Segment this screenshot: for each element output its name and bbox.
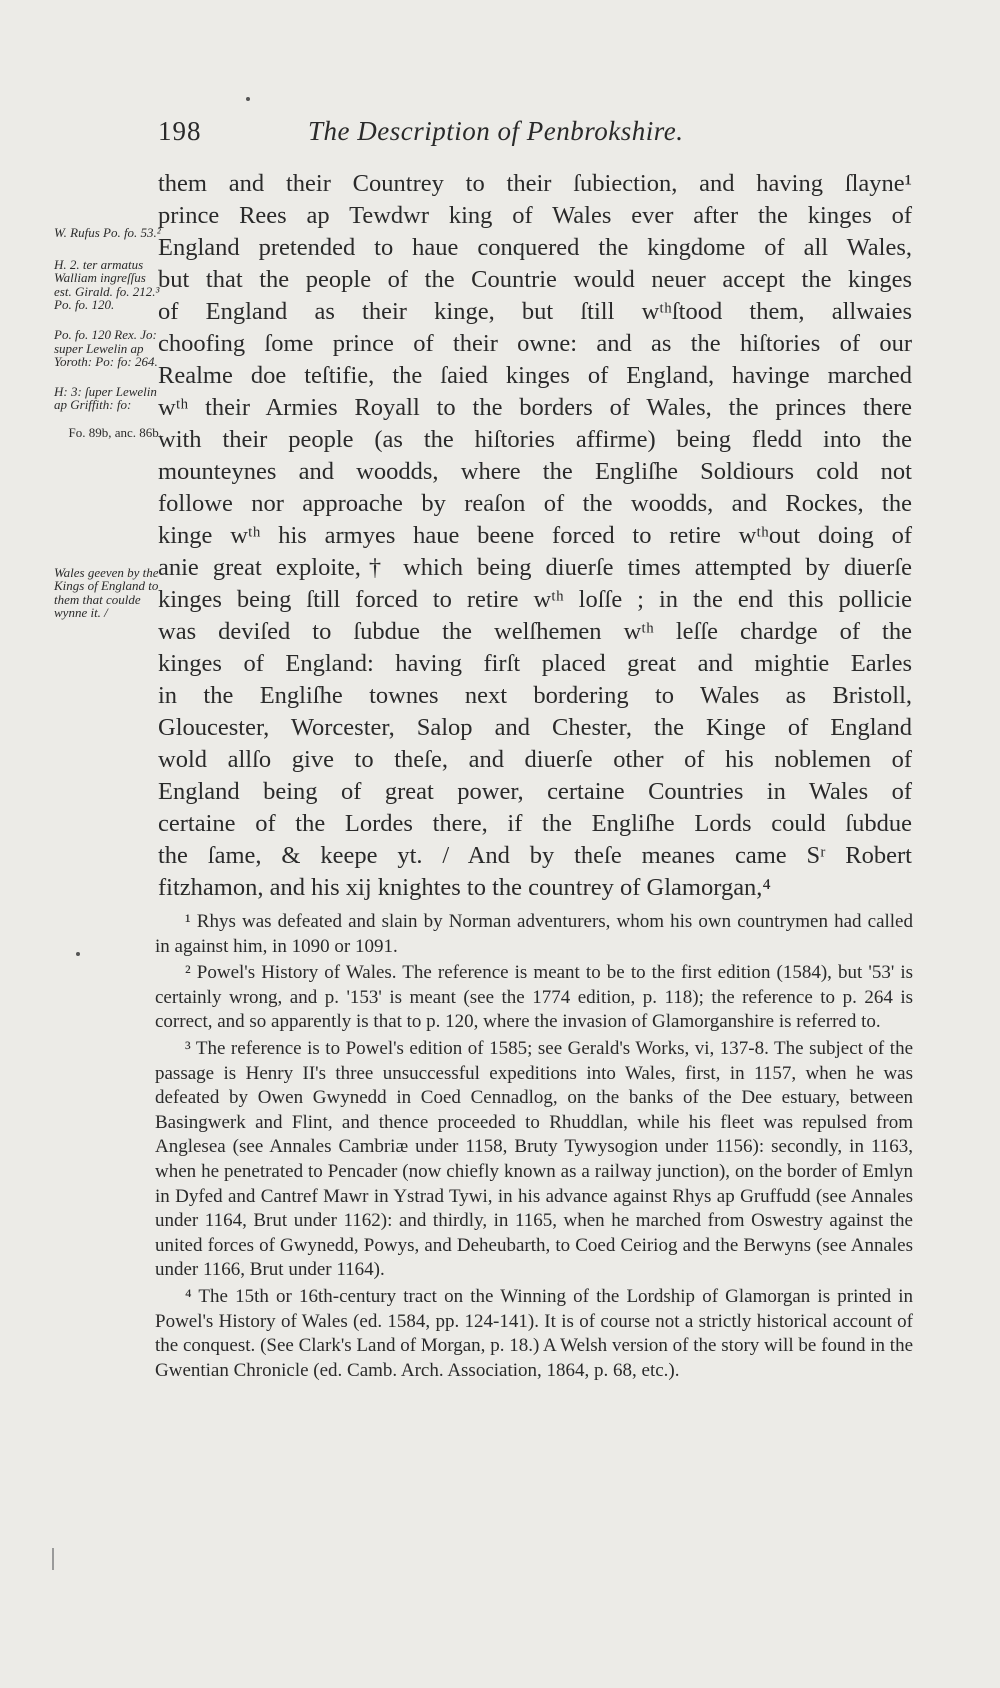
margin-note: H: 3: ſuper Lewelin ap Griffith: fo: [54, 383, 157, 413]
text-line: the ſame, & keepe yt. / And by theſe meanes came Sʳ Robert [158, 842, 912, 869]
text-line: wold allſo give to theſe, and diuerſe other of his noblemen of [158, 746, 912, 773]
text-line: but that the people of the Countrie would neuer accept the kinges [158, 266, 912, 293]
page-mark [52, 1548, 54, 1570]
margin-notes [54, 226, 162, 620]
text-line: followe nor approache by reaſon of the woodds, and Rockes, the [158, 490, 912, 517]
text-line: of England as their kinge, but ſtill wᵗʰſtood them, allwaies [158, 298, 912, 325]
text-line: England being of great power, certaine Countries in Wales of [158, 778, 912, 805]
text-line: kinges of England: having firſt placed great and mightie Earles [158, 650, 912, 677]
text-line: certaine of the Lordes there, if the Engliſhe Lords could ſubdue [158, 810, 912, 837]
margin-note: Wales geeven by the Kings of England to them that coulde wynne it. / [54, 564, 159, 621]
text-line: fitzhamon, and his xij knightes to the countrey of Glamorgan,⁴ [158, 874, 771, 901]
text-line: was deviſed to ſubdue the welſhemen wᵗʰ leſſe chardge of the [158, 618, 912, 645]
footnote: ⁴ The 15th or 16th-century tract on the Winning of the Lordship of Glamorgan is printed in Powel's History of Wales (ed. 1584, pp. 124-141). It is of course not a strictly historical account of the conquest. (See Clark's Land of Morgan, p. 18.) A Welsh version of the story will be found in the Gwentian Chronicle (ed. Camb. Arch. Association, 1864, p. 68, etc.). [155, 1285, 913, 1381]
text-line: kinge wᵗʰ his armyes haue beene forced to retire wᵗʰout doing of [158, 522, 912, 549]
margin-note: Po. fo. 120 Rex. Jo: super Lewelin ap Yoroth: Po: fo: 264. [54, 326, 158, 370]
footnote: ¹ Rhys was defeated and slain by Norman adventurers, whom his own countrymen had called in against him, in 1090 or 1091. [155, 911, 913, 957]
footnotes [155, 910, 913, 1385]
text-line: England pretended to haue conquered the kingdome of all Wales, [158, 234, 912, 261]
text-line: mounteynes and woodds, where the Engliſhe Soldiours cold not [158, 458, 912, 485]
footnote: ² Powel's History of Wales. The reference is meant to be to the first edition (1584), but '53' is certainly wrong, and p. '153' is meant (see the 1774 edition, p. 118); the reference to p. 264 is correct, and so apparently is that to p. 120, where the invasion of Glamorganshire is referred to. [155, 962, 913, 1033]
text-line: in the Engliſhe townes next bordering to Wales as Bristoll, [158, 682, 912, 709]
page-number: 198 [158, 116, 202, 146]
text-line: choofing ſome prince of their owne: and as the hiſtories of our [158, 330, 912, 357]
text-line: Gloucester, Worcester, Salop and Chester, the Kinge of England [158, 714, 912, 741]
main-text [158, 168, 912, 904]
margin-note: Fo. 89b, anc. 86b. [68, 424, 162, 440]
text-line: anie great exploite,† which being diuerſe times attempted by diuerſe [158, 554, 912, 581]
margin-note: W. Rufus Po. fo. 53.² [54, 225, 161, 240]
margin-note: H. 2. ter armatus Walliam ingreſſus est. Girald. fo. 212.³ Po. fo. 120. [54, 256, 160, 313]
page-header [158, 110, 748, 154]
page-speck [246, 97, 250, 101]
running-title: The Description of Penbrokshire. [308, 116, 684, 146]
text-line: wᵗʰ their Armies Royall to the borders of Wales, the princes there [158, 394, 912, 421]
text-line: Realme doe teſtifie, the ſaied kinges of England, havinge marched [158, 362, 912, 389]
text-line: kinges being ſtill forced to retire wᵗʰ loſſe ; in the end this pollicie [158, 586, 912, 613]
text-line: with their people (as the hiſtories affirme) being fledd into the [158, 426, 912, 453]
footnote: ³ The reference is to Powel's edition of 1585; see Gerald's Works, vi, 137-8. The subject of the passage is Henry II's three unsuccessful expeditions into Wales, first, in 1157, when he was defeated by Owen Gwynedd in Coed Cennadlog, on the banks of the Dee estuary, between Basingwerk and Flint, and thence proceeded to Rhuddlan, while his fleet was repulsed from Anglesea (see Annales Cambriæ under 1158, Bruty Tywysogion under 1156): secondly, in 1163, when he penetrated to Pencader (now chiefly known as a railway junction), on the border of Emlyn in Dyfed and Cantref Mawr in Ystrad Tywi, in his advance against Rhys ap Gruffudd (see Annales under 1164, Brut under 1162): and thirdly, in 1165, when he marched from Oswestry against the united forces of Gwynedd, Powys, and Deheubarth, to Coed Ceiriog and the Berwyns (see Annales under 1166, Brut under 1164). [155, 1037, 913, 1281]
text-line: prince Rees ap Tewdwr king of Wales ever after the kinges of [158, 202, 912, 229]
page-speck [76, 952, 80, 956]
text-line: them and their Countrey to their ſubiection, and having ſlayne¹ [158, 170, 912, 197]
